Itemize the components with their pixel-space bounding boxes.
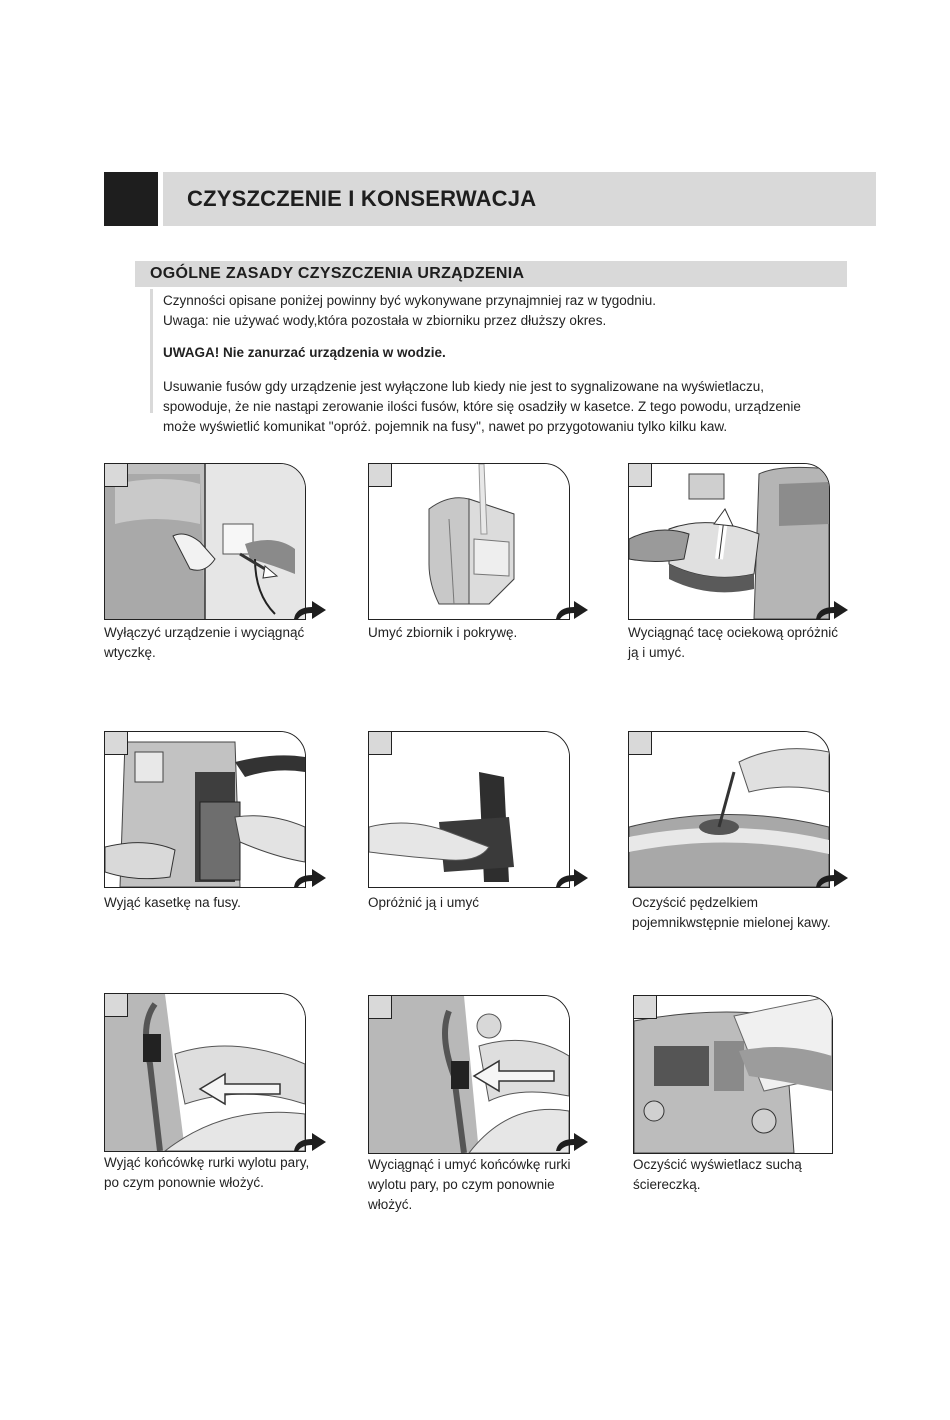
step-number-box xyxy=(628,731,652,755)
step-illustration xyxy=(104,731,306,888)
warning-block xyxy=(163,343,853,363)
curved-arrow-right-icon xyxy=(292,1131,328,1153)
caption-line: wylotu pary, po czym ponownie xyxy=(368,1177,555,1192)
warning-text: UWAGA! Nie zanurzać urządzenia w wodzie. xyxy=(163,345,446,360)
curved-arrow-right-icon xyxy=(292,867,328,889)
caption-line: ją i umyć. xyxy=(628,645,686,660)
intro-rule xyxy=(150,289,153,413)
step-illustration xyxy=(633,995,833,1154)
intro-line: Czynności opisane poniżej powinny być wykonywane przynajmniej raz w tygodniu. xyxy=(163,293,657,308)
step-caption xyxy=(628,623,838,663)
chapter-title: CZYSZCZENIE I KONSERWACJA xyxy=(187,186,537,211)
caption-line: Wyjąć końcówkę rurki wylotu pary, xyxy=(104,1155,310,1170)
step-caption xyxy=(368,1155,570,1215)
step-number-box xyxy=(628,463,652,487)
step-illustration xyxy=(628,731,830,888)
grounds-drawer-illustration xyxy=(105,732,305,887)
step-number-box xyxy=(368,463,392,487)
curved-arrow-right-icon xyxy=(554,867,590,889)
caption-line: Oczyścić pędzelkiem xyxy=(632,895,759,910)
steam-nozzle-illustration xyxy=(105,994,305,1151)
display-cleaning-illustration xyxy=(634,996,832,1153)
step-illustration xyxy=(368,995,570,1154)
step-number-box xyxy=(104,463,128,487)
caption-line: ściereczką. xyxy=(633,1177,701,1192)
water-tank-illustration xyxy=(369,464,569,619)
step-illustration xyxy=(104,463,306,620)
step-number-box xyxy=(368,731,392,755)
curved-arrow-right-icon xyxy=(292,599,328,621)
caption-line: Wyciągnąć tacę ociekową opróżnić xyxy=(628,625,838,640)
chapter-marker xyxy=(104,172,158,226)
caption-line: Oczyścić wyświetlacz suchą xyxy=(633,1157,802,1172)
curved-arrow-right-icon xyxy=(814,867,850,889)
drip-tray-illustration xyxy=(629,464,829,619)
caption-line: Wyłączyć urządzenie i wyciągnąć xyxy=(104,625,305,640)
chapter-header xyxy=(163,172,876,226)
note-line: spowoduje, że nie nastąpi zerowanie ilości fusów, które się osadziły w kasetce. Z tego powodu, urządzenie xyxy=(163,399,801,414)
step-caption xyxy=(632,893,831,933)
step-caption xyxy=(104,893,241,913)
step-illustration xyxy=(368,731,570,888)
step-caption xyxy=(633,1155,802,1195)
note-block xyxy=(163,377,853,437)
step-caption xyxy=(368,893,479,913)
note-line: może wyświetlić komunikat "opróż. pojemnik na fusy", nawet po przygotowaniu tylko kilku kaw. xyxy=(163,419,728,434)
intro-block xyxy=(163,291,853,331)
step-number-box xyxy=(368,995,392,1019)
unplug-illustration xyxy=(105,464,305,619)
curved-arrow-right-icon xyxy=(814,599,850,621)
step-number-box xyxy=(104,993,128,1017)
caption-line: Wyciągnąć i umyć końcówkę rurki xyxy=(368,1157,571,1172)
step-number-box xyxy=(633,995,657,1019)
step-caption xyxy=(368,623,517,643)
step-illustration xyxy=(368,463,570,620)
steam-nozzle-wash-illustration xyxy=(369,996,569,1153)
curved-arrow-right-icon xyxy=(554,1131,590,1153)
caption-line: po czym ponownie włożyć. xyxy=(104,1175,264,1190)
curved-arrow-right-icon xyxy=(554,599,590,621)
step-caption xyxy=(104,1153,309,1193)
step-number-box xyxy=(104,731,128,755)
caption-line: pojemnikwstępnie mielonej kawy. xyxy=(632,915,831,930)
caption-line: Wyjąć kasetkę na fusy. xyxy=(104,895,241,910)
step-illustration xyxy=(628,463,830,620)
brush-cleaning-illustration xyxy=(629,732,829,887)
note-line: Usuwanie fusów gdy urządzenie jest wyłączone lub kiedy nie jest to sygnalizowane na wyświetlaczu, xyxy=(163,379,765,394)
step-illustration xyxy=(104,993,306,1152)
step-caption xyxy=(104,623,304,663)
caption-line: wtyczkę. xyxy=(104,645,156,660)
section-header xyxy=(135,261,847,287)
section-title: OGÓLNE ZASADY CZYSZCZENIA URZĄDZENIA xyxy=(150,265,525,282)
empty-drawer-illustration xyxy=(369,732,569,887)
intro-line: Uwaga: nie używać wody,która pozostała w zbiorniku przez dłuższy okres. xyxy=(163,313,607,328)
caption-line: włożyć. xyxy=(368,1197,413,1212)
caption-line: Opróżnić ją i umyć xyxy=(368,895,480,910)
caption-line: Umyć zbiornik i pokrywę. xyxy=(368,625,518,640)
